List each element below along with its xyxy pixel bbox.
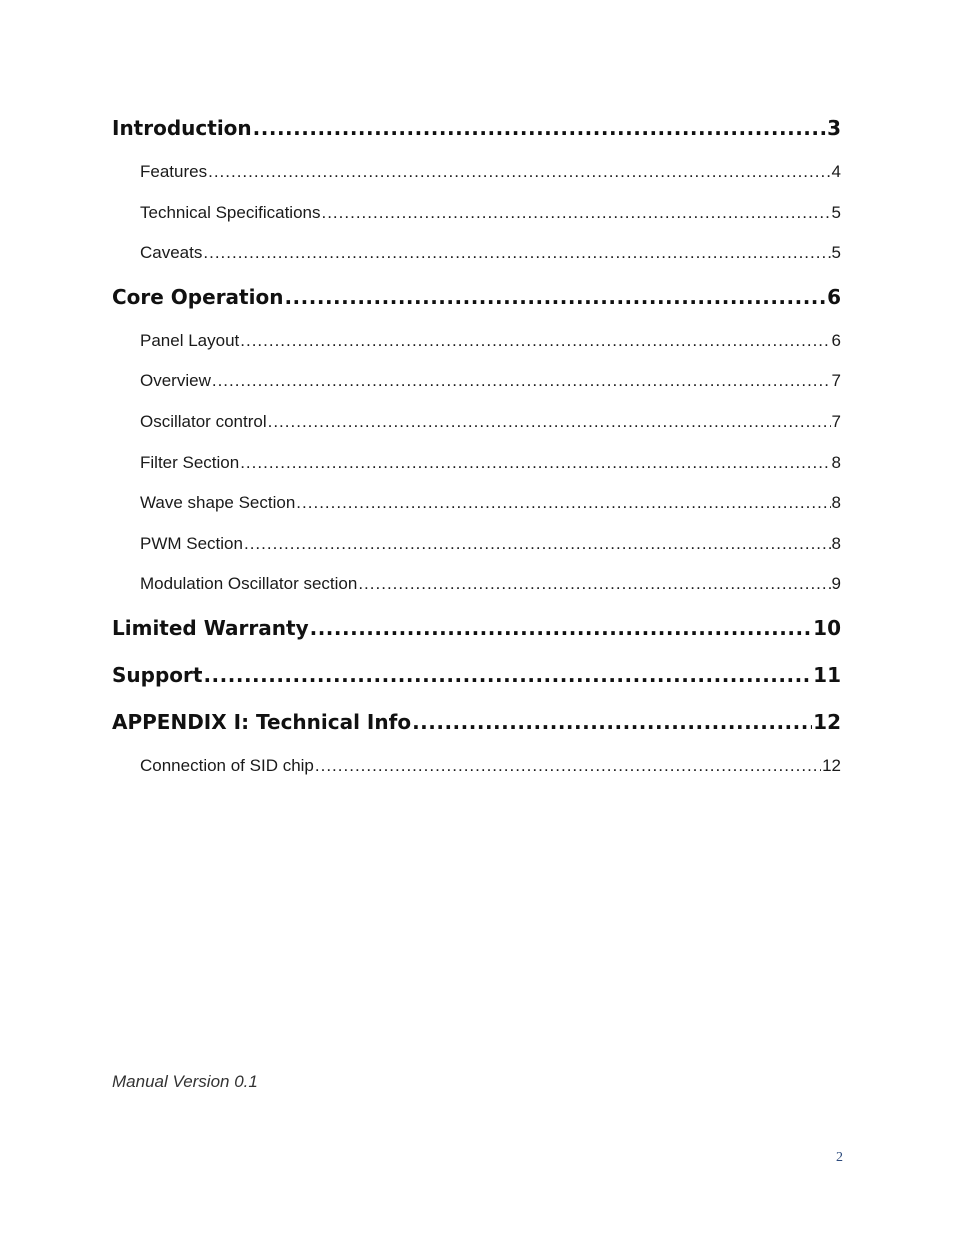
toc-entry-limited-warranty[interactable] [112, 608, 841, 655]
toc-entry-title: Panel Layout [140, 330, 240, 350]
toc-entry-page: 8 [831, 533, 841, 553]
toc-entry-title: Support [112, 662, 203, 687]
toc-dot-leader [358, 567, 830, 601]
toc-entry-core-operation[interactable] [112, 277, 841, 324]
manual-version: Manual Version 0.1 [112, 1072, 258, 1091]
toc-entry-page: 6 [831, 330, 841, 350]
toc-entry-page: 3 [827, 116, 841, 140]
toc-entry-pwm-section[interactable] [112, 527, 841, 568]
toc-entry-title: Caveats [140, 243, 203, 263]
toc-entry-support[interactable] [112, 655, 841, 702]
toc-entry-filter-section[interactable] [112, 446, 841, 487]
toc-entry-page: 5 [831, 243, 841, 263]
toc-entry-modulation-oscillator-section[interactable] [112, 567, 841, 608]
toc-entry-title: Wave shape Section [140, 493, 296, 513]
toc-entry-oscillator-control[interactable] [112, 405, 841, 446]
toc-dot-leader [253, 108, 826, 148]
toc-dot-leader [296, 486, 830, 520]
toc-dot-leader [284, 277, 826, 317]
toc-entry-title: Overview [140, 371, 211, 391]
toc-entry-introduction[interactable] [112, 108, 841, 155]
toc-dot-leader [203, 655, 812, 695]
table-of-contents [112, 108, 841, 790]
toc-entry-title: Modulation Oscillator section [140, 574, 358, 594]
toc-dot-leader [208, 155, 830, 189]
toc-entry-page: 12 [822, 755, 841, 775]
toc-entry-page: 8 [831, 493, 841, 513]
toc-dot-leader [240, 446, 830, 480]
toc-entry-features[interactable] [112, 155, 841, 196]
toc-dot-leader [321, 196, 830, 230]
toc-entry-page: 7 [831, 411, 841, 431]
toc-entry-page: 5 [831, 202, 841, 222]
toc-entry-page: 12 [813, 709, 841, 734]
toc-entry-overview[interactable] [112, 364, 841, 405]
toc-dot-leader [240, 324, 830, 358]
toc-entry-title: Limited Warranty [112, 615, 309, 640]
toc-entry-page: 7 [831, 371, 841, 391]
toc-entry-panel-layout[interactable] [112, 324, 841, 365]
toc-entry-title: Features [140, 162, 208, 181]
toc-entry-technical-specifications[interactable] [112, 196, 841, 237]
toc-dot-leader [212, 364, 831, 398]
toc-entry-wave-shape-section[interactable] [112, 486, 841, 527]
toc-entry-caveats[interactable] [112, 236, 841, 277]
toc-entry-title: Core Operation [112, 284, 284, 309]
toc-entry-title: Filter Section [140, 452, 240, 472]
toc-dot-leader [310, 608, 813, 648]
toc-entry-page: 11 [813, 662, 841, 687]
toc-entry-title: APPENDIX I: Technical Info [112, 709, 412, 734]
toc-entry-page: 6 [827, 284, 841, 309]
toc-entry-page: 4 [831, 162, 841, 181]
toc-entry-appendix-technical-info[interactable] [112, 702, 841, 749]
toc-entry-title: PWM Section [140, 533, 243, 553]
toc-entry-connection-of-sid-chip[interactable] [112, 749, 841, 790]
toc-entry-page: 10 [813, 615, 841, 640]
toc-entry-title: Technical Specifications [140, 202, 321, 222]
toc-entry-title: Oscillator control [140, 411, 267, 431]
page-number: 2 [836, 1150, 843, 1165]
toc-dot-leader [315, 749, 821, 783]
toc-entry-title: Introduction [112, 116, 252, 140]
toc-entry-page: 9 [831, 574, 841, 594]
toc-dot-leader [203, 236, 830, 270]
toc-dot-leader [268, 405, 831, 439]
toc-dot-leader [244, 527, 831, 561]
toc-entry-title: Connection of SID chip [140, 755, 314, 775]
toc-entry-page: 8 [831, 452, 841, 472]
toc-dot-leader [412, 702, 812, 742]
